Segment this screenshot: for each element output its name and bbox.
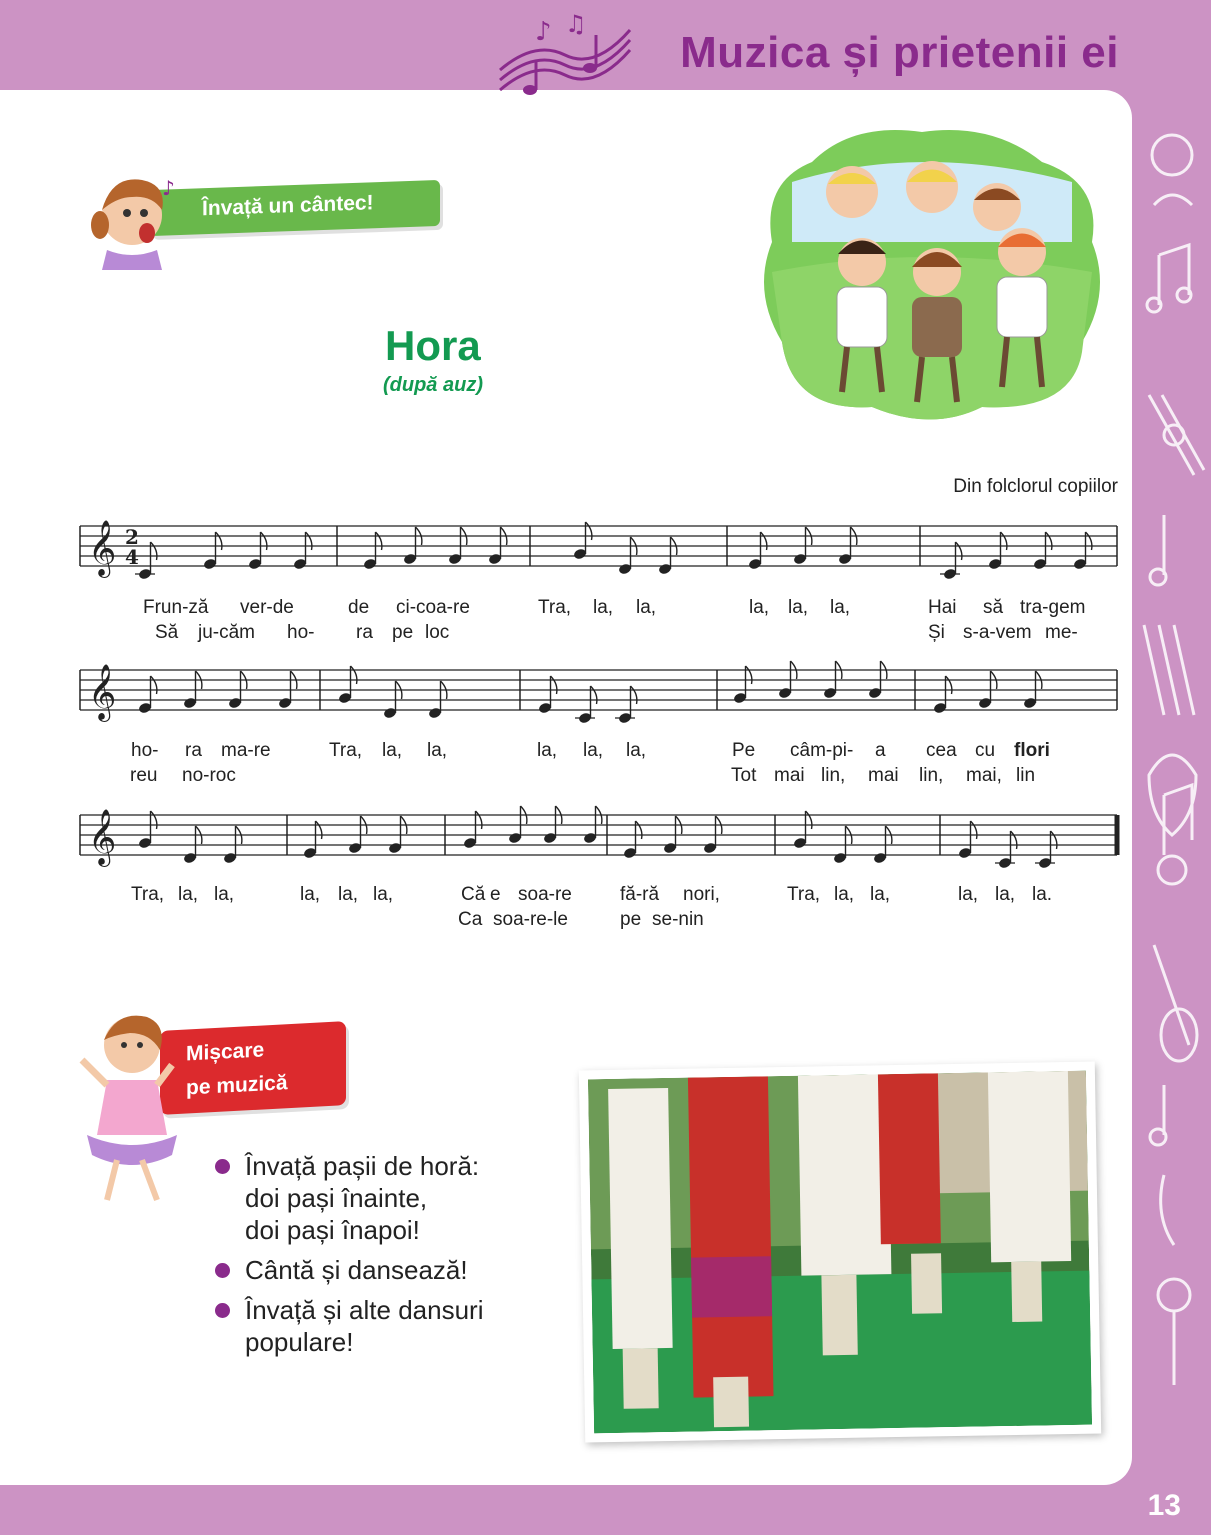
note-flag [591, 686, 597, 704]
lyric-word: de [348, 597, 370, 618]
lyric-word: să [983, 597, 1004, 618]
lyric-word: Ca [458, 909, 483, 930]
folk-dance-photo [579, 1062, 1101, 1443]
lyric-word: no-roc [182, 765, 236, 786]
lyric-word: e [490, 884, 501, 905]
note-flag [151, 676, 157, 694]
note-flag [636, 821, 642, 839]
time-signature-bottom: 4 [125, 545, 139, 569]
note-flag [261, 532, 267, 550]
lyric-word: la, [749, 597, 770, 618]
learn-song-label: Învață un cântec! [202, 191, 374, 221]
lyric-word: pe [392, 622, 414, 643]
svg-text:♫: ♫ [565, 10, 587, 38]
instruction-line: Învață și alte dansuri [245, 1295, 484, 1325]
treble-clef-icon: 𝄞 [88, 664, 117, 720]
lyric-word: soa-re-le [493, 909, 568, 930]
lyric-word: Tot [731, 765, 757, 786]
note-flag [476, 811, 482, 829]
lyric-word: Tra, [787, 884, 821, 905]
lyric-word: la, [338, 884, 359, 905]
dancing-girl-icon [72, 1005, 182, 1210]
lyric-word: la, [373, 884, 394, 905]
movement-label-line2: pe muzică [186, 1071, 288, 1100]
note-flag [586, 522, 592, 540]
lyric-word: la, [995, 884, 1016, 905]
lyric-word: la, [427, 740, 448, 761]
bullet-dot-icon [215, 1303, 230, 1318]
lyric-word: fă-ră [620, 884, 660, 905]
movement-ribbon [160, 1021, 346, 1115]
instruction-line: doi pași înainte, [245, 1183, 428, 1213]
lyric-word: ho- [287, 622, 315, 643]
lyric-word: la, [626, 740, 647, 761]
movement-label-line1: Mișcare [186, 1038, 265, 1066]
lyric-word: Hai [928, 597, 957, 618]
lyric-word: mai, [966, 765, 1002, 786]
instructions-list [215, 1150, 483, 1366]
lyric-word: loc [425, 622, 450, 643]
lyric-word: flori [1014, 740, 1050, 761]
lyric-word: la, [788, 597, 809, 618]
note-flag [1001, 532, 1007, 550]
lyric-word: lin [1016, 765, 1036, 786]
note-flag [376, 532, 382, 550]
lyric-word: la, [593, 597, 614, 618]
lyric-word: Să [155, 622, 179, 643]
lyric-word: la, [958, 884, 979, 905]
lyric-word: la, [178, 884, 199, 905]
lyric-word: cea [926, 740, 957, 761]
note-flag [1051, 831, 1057, 849]
bullet-dot-icon [215, 1159, 230, 1174]
lyric-word: Tra, [131, 884, 165, 905]
svg-text:♪: ♪ [535, 17, 552, 47]
lyric-word: la, [382, 740, 403, 761]
note-flag [971, 821, 977, 839]
lyric-word: la, [300, 884, 321, 905]
note-flag [631, 686, 637, 704]
lyric-word: Pe [732, 740, 756, 761]
lyric-word: ju-căm [198, 622, 256, 643]
page-number: 13 [1147, 1489, 1181, 1522]
lyric-word: me- [1045, 622, 1078, 643]
song-source: Din folclorul copiilor [953, 476, 1118, 497]
treble-clef-icon: 𝄞 [88, 520, 117, 576]
lyric-word: soa-re [518, 884, 572, 905]
lyric-word: nori, [683, 884, 720, 905]
note-flag [1011, 831, 1017, 849]
lyric-word: Tra, [329, 740, 363, 761]
lyric-word: Și [928, 622, 945, 643]
chapter-title: Muzica și prietenii ei [680, 28, 1119, 77]
lyric-word: mai [868, 765, 899, 786]
lyric-word: la, [214, 884, 235, 905]
lyric-word: Că [461, 884, 486, 905]
instruction-line: doi pași înapoi! [245, 1215, 420, 1245]
time-signature-top: 2 [125, 525, 139, 549]
lyric-word: a [875, 740, 886, 761]
note-flag [551, 676, 557, 694]
lyric-word: la, [537, 740, 558, 761]
note-flag [151, 542, 157, 560]
instruction-line: Cântă și dansează! [245, 1255, 468, 1285]
lyric-word: la, [830, 597, 851, 618]
lyric-word: se-nin [652, 909, 704, 930]
instruction-line: Învață pașii de horă: [245, 1151, 480, 1181]
note-flag [1086, 532, 1092, 550]
bullet-dot-icon [215, 1263, 230, 1278]
instruction-item [215, 1150, 483, 1246]
note-flag [956, 542, 962, 560]
lyric-word: lin, [821, 765, 846, 786]
note-flag [351, 666, 357, 684]
note-flag [746, 666, 752, 684]
note-flag [806, 811, 812, 829]
lyric-word: reu [130, 765, 158, 786]
lyric-word: ho- [131, 740, 159, 761]
lyric-word: s-a-vem [963, 622, 1032, 643]
lyric-word: ma-re [221, 740, 271, 761]
lyric-word: pe [620, 909, 642, 930]
lyric-word: la, [870, 884, 891, 905]
instruction-line: populare! [245, 1327, 354, 1357]
note-flag [316, 821, 322, 839]
lyric-word: tra-gem [1020, 597, 1086, 618]
lyric-word: ver-de [240, 597, 294, 618]
note-flag [1046, 532, 1052, 550]
instruction-item [215, 1294, 483, 1358]
note-flag [216, 532, 222, 550]
song-title: Hora [385, 322, 481, 369]
lyric-word: ra [356, 622, 373, 643]
song-subtitle: (după auz) [383, 374, 483, 396]
lyric-word: lin, [919, 765, 944, 786]
instruction-item [215, 1254, 483, 1286]
note-flag [761, 532, 767, 550]
lyric-word: ra [185, 740, 202, 761]
note-flag [306, 532, 312, 550]
note-flag [946, 676, 952, 694]
svg-text:♪: ♪ [162, 176, 175, 200]
folk-dance-photo-image [588, 1071, 1092, 1434]
lyric-word: la, [834, 884, 855, 905]
lyric-word: la, [583, 740, 604, 761]
lyric-word: Frun-ză [143, 597, 209, 618]
treble-clef-icon: 𝄞 [88, 809, 117, 865]
lyric-word: la. [1032, 884, 1053, 905]
lyric-word: la, [636, 597, 657, 618]
lyric-word: Tra, [538, 597, 572, 618]
lyric-word: câm-pi- [790, 740, 854, 761]
lyric-word: cu [975, 740, 996, 761]
note-flag [151, 811, 157, 829]
lyric-word: mai [774, 765, 805, 786]
lyric-word: ci-coa-re [396, 597, 470, 618]
